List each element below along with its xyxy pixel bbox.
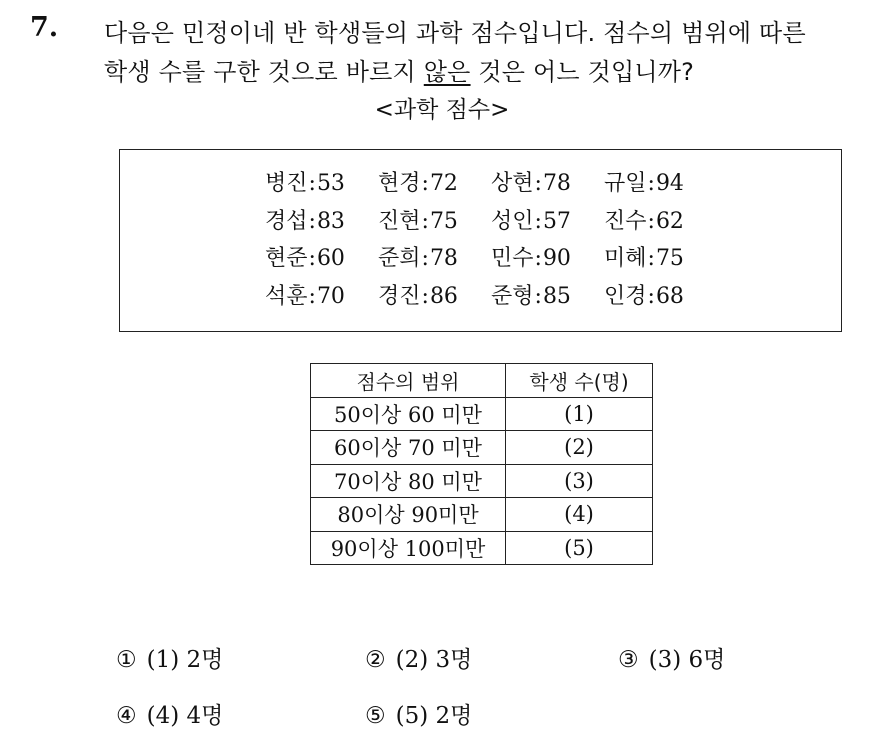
student-name: 현경 [378,171,421,196]
question-text-line-1: 다음은 민정이네 반 학생들의 과학 점수입니다. 점수의 범위에 따른 [104,19,806,47]
student-name: 진현 [378,208,421,234]
choice-text: (2) 3명 [395,647,473,673]
score-separator: : [308,208,316,234]
choice-marker: ④ [116,703,137,729]
column-header-range: 점수의 범위 [311,364,506,398]
score-entry [604,166,717,204]
student-name: 병진 [265,171,308,196]
student-name: 경섭 [265,208,308,234]
answer-choice-4[interactable] [116,697,223,730]
score-value: 83 [316,208,345,234]
frequency-table [310,363,653,565]
score-entry [265,166,378,204]
score-separator: : [308,246,316,271]
score-separator: : [534,171,542,196]
score-range-cell: 50이상 60 미만 [311,397,506,431]
score-entry [378,204,491,242]
score-value: 94 [655,171,684,196]
score-value: 72 [429,171,458,196]
student-name: 성인 [491,208,534,234]
student-name: 인경 [604,283,647,309]
score-separator: : [534,283,542,309]
answer-choice-1[interactable] [116,641,223,674]
student-name: 현준 [265,246,308,271]
column-header-count: 학생 수(명) [506,364,653,398]
score-separator: : [308,283,316,309]
score-entry [604,204,717,242]
score-separator: : [647,283,655,309]
student-count-cell: (4) [506,498,653,532]
score-separator: : [421,171,429,196]
score-range-cell: 90이상 100미만 [311,531,506,565]
score-separator: : [421,283,429,309]
score-list-grid [265,166,717,316]
score-value: 68 [655,283,684,309]
score-entry [491,204,604,242]
choice-text: (4) 4명 [146,703,224,729]
question-text-segment: 것은 어느 것입니까? [470,58,695,86]
score-entry [491,241,604,279]
student-name: 상현 [491,171,534,196]
score-value: 57 [542,208,571,234]
question-text-line-2 [104,52,694,87]
student-count-cell: (2) [506,431,653,465]
score-separator: : [421,246,429,271]
student-name: 민수 [491,246,534,271]
student-name: 경진 [378,283,421,309]
score-value: 62 [655,208,684,234]
choice-marker: ⑤ [365,703,386,729]
score-value: 60 [316,246,345,271]
choice-text: (5) 2명 [395,703,473,729]
student-name: 준형 [491,283,534,309]
score-separator: : [421,208,429,234]
answer-choice-2[interactable] [365,641,472,674]
student-name: 진수 [604,208,647,234]
score-range-cell: 70이상 80 미만 [311,464,506,498]
score-separator: : [308,171,316,196]
table-row [311,464,653,498]
choice-marker: ② [365,647,386,673]
score-entry [491,279,604,317]
score-range-cell: 60이상 70 미만 [311,431,506,465]
choice-marker: ③ [618,647,639,673]
table-row [311,397,653,431]
score-entry [378,166,491,204]
student-count-cell: (3) [506,464,653,498]
scores-caption: <과학 점수> [374,97,510,123]
table-header-row [311,364,653,398]
score-value: 85 [542,283,571,309]
score-entry [265,241,378,279]
underlined-emphasis: 않은 [423,58,471,86]
score-value: 75 [655,246,684,271]
score-entry [604,279,717,317]
score-entry [604,241,717,279]
score-separator: : [647,246,655,271]
question-text-segment: 학생 수를 구한 것으로 바르지 [104,58,424,86]
choice-text: (3) 6명 [648,647,726,673]
score-entry [265,279,378,317]
score-value: 75 [429,208,458,234]
score-entry [378,279,491,317]
student-count-cell: (5) [506,531,653,565]
student-name: 규일 [604,171,647,196]
table-row [311,498,653,532]
score-separator: : [534,246,542,271]
score-value: 90 [542,246,571,271]
score-value: 70 [316,283,345,309]
score-list-box [119,149,842,332]
student-name: 미혜 [604,246,647,271]
student-count-cell: (1) [506,397,653,431]
table-row [311,531,653,565]
question-number: 7. [30,12,59,43]
score-range-cell: 80이상 90미만 [311,498,506,532]
choice-text: (1) 2명 [146,647,224,673]
score-value: 53 [316,171,345,196]
score-separator: : [647,208,655,234]
answer-choice-5[interactable] [365,697,472,730]
score-value: 86 [429,283,458,309]
table-row [311,431,653,465]
score-separator: : [534,208,542,234]
student-name: 준희 [378,246,421,271]
score-separator: : [647,171,655,196]
score-entry [378,241,491,279]
answer-choice-3[interactable] [618,641,725,674]
score-entry [265,204,378,242]
student-name: 석훈 [265,283,308,309]
score-entry [491,166,604,204]
score-value: 78 [429,246,458,271]
choice-marker: ① [116,647,137,673]
score-value: 78 [542,171,571,196]
